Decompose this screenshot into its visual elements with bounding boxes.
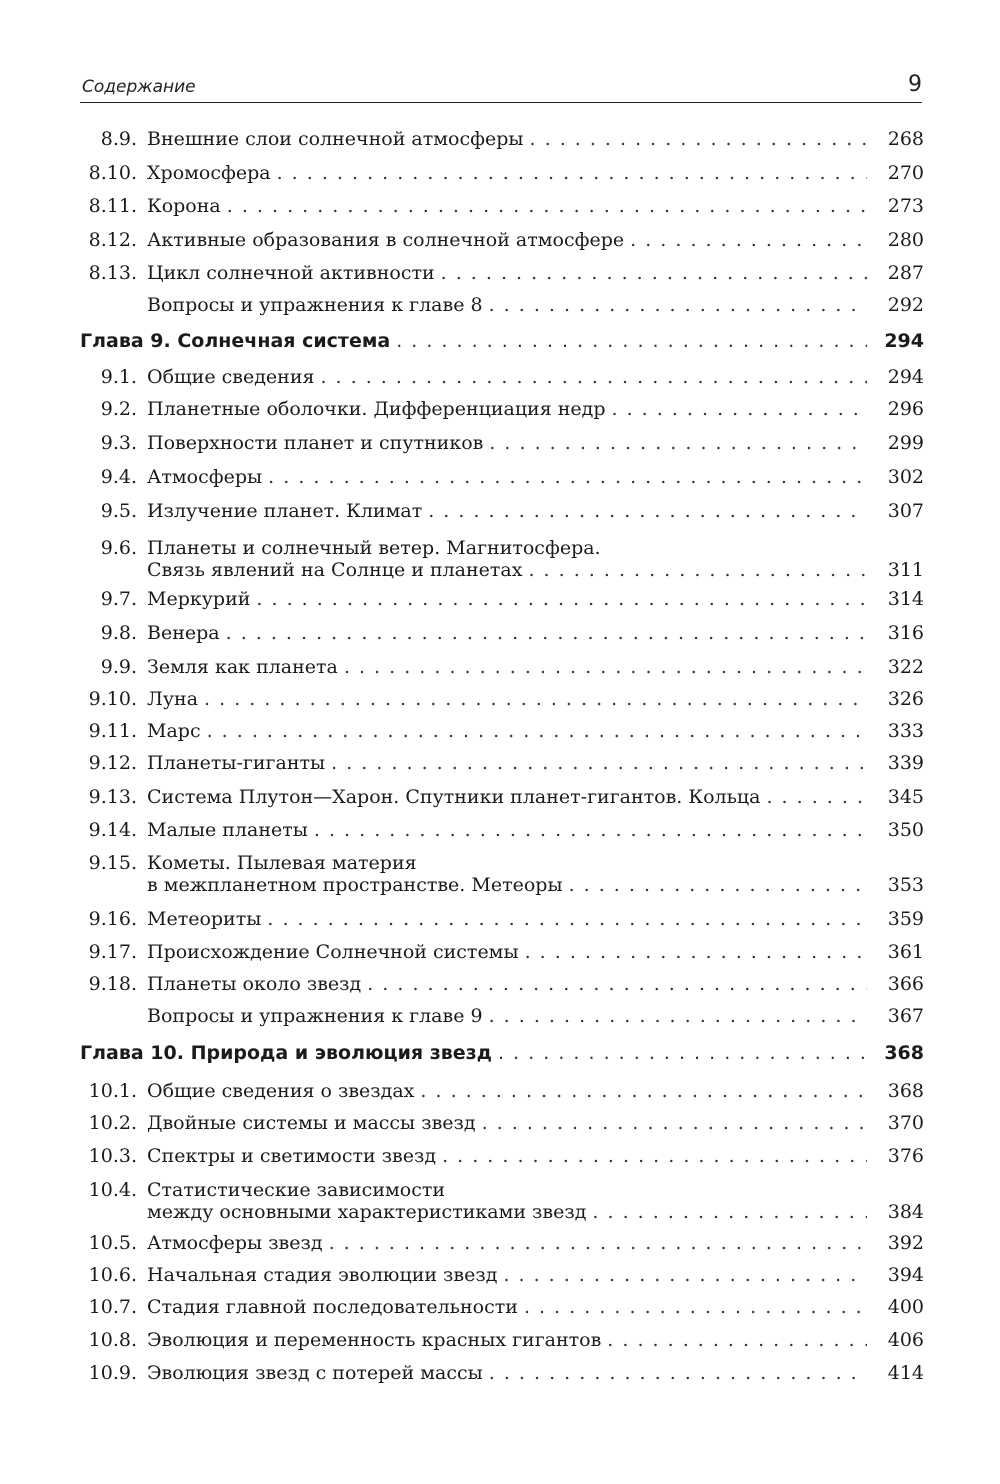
page-number: 273 [887,195,924,217]
section-number: 9.6. [100,537,137,559]
page-number: 294 [884,330,924,352]
page-number: 367 [887,1005,924,1027]
dot-leader [227,195,867,217]
section-number: 10.3. [88,1145,137,1167]
section-title: Вопросы и упражнения к главе 9 [147,1005,483,1027]
section-number: 9.18. [88,973,137,995]
section-title: Венера [147,622,220,644]
section-number: 9.10. [88,688,137,710]
page-number: 339 [887,752,924,774]
section-number: 10.7. [88,1296,137,1318]
section-title: Земля как планета [147,656,338,678]
page-number: 302 [887,466,924,488]
dot-leader [498,1042,867,1064]
section-number: 9.16. [88,908,137,930]
dot-leader [314,819,867,841]
section-title: Метеориты [147,908,262,930]
dot-leader [441,262,867,284]
section-title: Поверхности планет и спутников [147,432,484,454]
dot-leader [267,908,867,930]
section-number: 10.5. [88,1232,137,1254]
dot-leader [503,1264,867,1286]
section-title: Марс [147,720,201,742]
page-number: 361 [887,941,924,963]
section-title: Начальная стадия эволюции звезд [147,1264,498,1286]
section-title: в межпланетном пространстве. Метеоры [147,874,563,896]
page-number: 326 [887,688,924,710]
page-number: 316 [887,622,924,644]
dot-leader [344,656,867,678]
page-number: 345 [887,786,924,808]
page-number: 384 [887,1201,924,1223]
dot-leader [256,588,867,610]
section-title: Двойные системы и массы звезд [147,1112,476,1134]
dot-leader [569,874,867,896]
section-title: Эволюция и переменность красных гигантов [147,1329,602,1351]
section-number: 9.14. [88,819,137,841]
dot-leader [367,973,867,995]
dot-leader [268,466,867,488]
section-title: Корона [147,195,221,217]
section-number: 9.3. [100,432,137,454]
section-number: 10.4. [88,1179,137,1201]
page-number: 394 [887,1264,924,1286]
section-title: Планеты-гиганты [147,752,326,774]
dot-leader [277,162,867,184]
section-title: Система Плутон—Харон. Спутники планет-гигантов. Кольца [147,786,761,808]
section-number: 9.13. [88,786,137,808]
section-title: Планеты около звезд [147,973,362,995]
dot-leader [530,128,867,150]
section-number: 8.12. [88,229,137,251]
section-title: Связь явлений на Солнце и планетах [147,559,523,581]
section-number: 10.8. [88,1329,137,1351]
section-number: 8.11. [88,195,137,217]
dot-leader [528,559,867,581]
section-title: Общие сведения [147,366,315,388]
chapter-title: Глава 10. Природа и эволюция звезд [80,1042,493,1064]
dot-leader [766,786,867,808]
page-number: 400 [887,1296,924,1318]
section-title: Стадия главной последовательности [147,1296,518,1318]
section-title: Атмосферы [147,466,263,488]
dot-leader [320,366,867,388]
section-number: 9.7. [100,588,137,610]
page-number: 299 [887,432,924,454]
page-number: 311 [887,559,924,581]
dot-leader [524,1296,867,1318]
dot-leader [331,752,867,774]
dot-leader [442,1145,867,1167]
section-title: Излучение планет. Климат [147,500,423,522]
dot-leader [428,500,867,522]
chapter-title: Глава 9. Солнечная система [80,330,391,352]
section-number: 9.8. [100,622,137,644]
dot-leader [489,432,867,454]
page-number: 406 [887,1329,924,1351]
page-number: 370 [887,1112,924,1134]
page-number: 366 [887,973,924,995]
dot-leader [612,398,867,420]
page-number: 333 [887,720,924,742]
page-number: 414 [887,1362,924,1384]
section-title: Малые планеты [147,819,308,841]
dot-leader [489,294,867,316]
dot-leader [482,1112,867,1134]
section-title: Вопросы и упражнения к главе 8 [147,294,483,316]
dot-leader [489,1362,867,1384]
dot-leader [207,720,867,742]
page-number: 270 [887,162,924,184]
page-number: 296 [887,398,924,420]
section-number: 10.1. [88,1080,137,1102]
dot-leader [525,941,867,963]
section-title: Общие сведения о звездах [147,1080,415,1102]
section-title: Меркурий [147,588,251,610]
page-number: 314 [887,588,924,610]
section-number: 8.9. [100,128,137,150]
section-title-line1: Планеты и солнечный ветер. Магнитосфера. [147,537,601,559]
page-number: 350 [887,819,924,841]
page-number: 287 [887,262,924,284]
dot-leader [630,229,867,251]
page-number: 294 [887,366,924,388]
dot-leader [204,688,867,710]
section-title-line1: Статистические зависимости [147,1179,446,1201]
section-title: Активные образования в солнечной атмосфере [147,229,625,251]
dot-leader [420,1080,867,1102]
section-number: 10.9. [88,1362,137,1384]
page-number: 268 [887,128,924,150]
section-number: 9.4. [100,466,137,488]
section-title: Внешние слои солнечной атмосферы [147,128,524,150]
section-title: Луна [147,688,199,710]
dot-leader [489,1005,867,1027]
section-title: Хромосфера [147,162,271,184]
header-page-number: 9 [908,72,922,97]
section-number: 10.6. [88,1264,137,1286]
section-title: Атмосферы звезд [147,1232,323,1254]
dot-leader [226,622,867,644]
page-number: 376 [887,1145,924,1167]
section-number: 9.2. [100,398,137,420]
section-title: Происхождение Солнечной системы [147,941,519,963]
section-title: Планетные оболочки. Дифференциация недр [147,398,606,420]
page-number: 359 [887,908,924,930]
section-number: 8.10. [88,162,137,184]
dot-leader [592,1201,867,1223]
dot-leader [607,1329,867,1351]
page-number: 292 [887,294,924,316]
section-number: 9.5. [100,500,137,522]
dot-leader [396,330,867,352]
section-title-line1: Кометы. Пылевая материя [147,852,417,874]
page-number: 392 [887,1232,924,1254]
dot-leader [329,1232,867,1254]
section-title: между основными характеристиками звезд [147,1201,587,1223]
page-number: 353 [887,874,924,896]
page-number: 307 [887,500,924,522]
section-title: Спектры и светимости звезд [147,1145,437,1167]
section-number: 9.17. [88,941,137,963]
section-number: 9.1. [100,366,137,388]
section-title: Цикл солнечной активности [147,262,435,284]
page-number: 368 [884,1042,924,1064]
section-number: 9.15. [88,852,137,874]
section-number: 9.12. [88,752,137,774]
section-number: 8.13. [88,262,137,284]
page-number: 322 [887,656,924,678]
header-title: Содержание [82,77,196,97]
section-title: Эволюция звезд с потерей массы [147,1362,483,1384]
section-number: 9.11. [88,720,137,742]
page-number: 368 [887,1080,924,1102]
page-number: 280 [887,229,924,251]
section-number: 10.2. [88,1112,137,1134]
section-number: 9.9. [100,656,137,678]
